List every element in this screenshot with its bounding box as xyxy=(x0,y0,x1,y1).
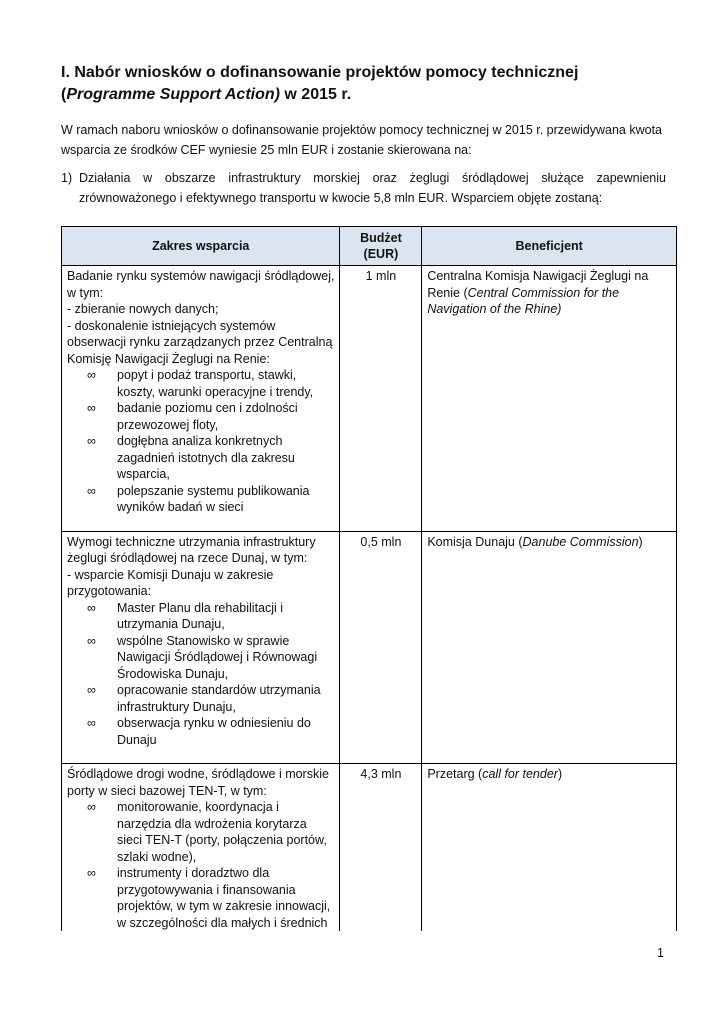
budget-cell: 1 mln xyxy=(340,266,422,532)
table-header-row xyxy=(62,227,677,266)
infinity-bullet-icon: ∞ xyxy=(87,401,96,415)
header-beneficiary: Beneficjent xyxy=(422,227,677,266)
beneficiary-cell: Komisja Dunaju (Danube Commission) xyxy=(422,531,677,764)
list-item: ∞ polepszanie systemu publikowania wyników badań w sieci xyxy=(87,483,310,514)
scope-cell xyxy=(62,764,340,932)
scope-cell xyxy=(62,531,340,764)
infinity-bullet-icon: ∞ xyxy=(87,866,96,880)
support-table xyxy=(61,226,677,931)
header-budget: Budżet (EUR) xyxy=(340,227,422,266)
list-item: ∞ Master Planu dla rehabilitacji i utrzymania Dunaju, xyxy=(87,600,284,631)
scope-line: Badanie rynku systemów nawigacji śródlądowej, w tym: xyxy=(67,269,335,300)
list-item: ∞ monitorowanie, koordynacja i narzędzia dla wdrożenia korytarza sieci TEN-T (porty, połączenia portów, szlaki wodne), xyxy=(87,800,327,864)
header-scope: Zakres wsparcia xyxy=(62,227,340,266)
page-number: 1 xyxy=(657,946,664,960)
list-item xyxy=(61,168,666,208)
list-item: ∞ wspólne Stanowisko w sprawie Nawigacji Śródlądowej i Równowagi Środowiska Dunaju, xyxy=(87,633,318,681)
intro-paragraph: W ramach naboru wniosków o dofinansowanie projektów pomocy technicznej w 2015 r. przewidywana kwota wsparcia ze środków CEF wyniesie 25 mln EUR i zostanie skierowana na: xyxy=(61,123,663,157)
list-item: ∞ badanie poziomu cen i zdolności przewozowej floty, xyxy=(87,401,298,432)
table-row xyxy=(62,531,677,764)
list-item: ∞ obserwacja rynku w odniesieniu do Dunaju xyxy=(87,716,311,747)
budget-cell: 4,3 mln xyxy=(340,764,422,932)
scope-line: Wymogi techniczne utrzymania infrastruktury żeglugi śródlądowej na rzece Dunaj, w tym: xyxy=(67,534,316,565)
list-item: ∞ opracowanie standardów utrzymania infrastruktury Dunaju, xyxy=(87,683,321,714)
infinity-bullet-icon: ∞ xyxy=(87,368,96,382)
infinity-bullet-icon: ∞ xyxy=(87,633,96,648)
bullet-list xyxy=(67,799,334,931)
infinity-bullet-icon: ∞ xyxy=(87,600,96,615)
table-row xyxy=(62,764,677,932)
infinity-bullet-icon: ∞ xyxy=(87,716,96,730)
infinity-bullet-icon: ∞ xyxy=(87,434,96,448)
infinity-bullet-icon: ∞ xyxy=(87,483,96,498)
list-item: ∞ instrumenty i doradztwo dla przygotowywania i finansowania projektów, w tym w zakresie innowacji, w szczególności dla małych i średnich xyxy=(87,866,331,930)
scope-line: Śródlądowe drogi wodne, śródlądowe i morskie porty w sieci bazowej TEN-T, w tym: xyxy=(67,767,329,798)
infinity-bullet-icon: ∞ xyxy=(87,683,96,697)
scope-line: - wsparcie Komisji Dunaju w zakresie przygotowania: xyxy=(67,567,274,598)
scope-line: - doskonalenie istniejących systemów obserwacji rynku zarządzanych przez Centralną Komisję Nawigacji Żeglugi na Renie: xyxy=(67,318,333,366)
budget-cell: 0,5 mln xyxy=(340,531,422,764)
beneficiary-cell: Centralna Komisja Nawigacji Żeglugi na Renie (Central Commission for the Navigation of the Rhine) xyxy=(422,266,677,532)
scope-line: - zbieranie nowych danych; xyxy=(67,302,219,316)
scope-cell xyxy=(62,266,340,532)
infinity-bullet-icon: ∞ xyxy=(87,800,96,814)
table-row xyxy=(62,266,677,532)
title-line-1: I. Nabór wniosków o dofinansowanie projektów pomocy technicznej xyxy=(61,64,579,81)
title-line-2: (Programme Support Action) w 2015 r. xyxy=(61,86,352,103)
beneficiary-cell: Przetarg (call for tender) xyxy=(422,764,677,932)
list-item: ∞ popyt i podaż transportu, stawki, koszty, warunki operacyjne i trendy, xyxy=(87,368,314,399)
list-text: Działania w obszarze infrastruktury morskiej oraz żeglugi śródlądowej służące zapewnieniu zrównoważonego i efektywnego transportu w kwocie 5,8 mln EUR. Wsparciem objęte zostaną: xyxy=(79,171,666,205)
page-title xyxy=(61,62,681,106)
bullet-list xyxy=(67,367,334,516)
list-item: ∞ dogłębna analiza konkretnych zagadnień istotnych dla zakresu wsparcia, xyxy=(87,434,295,481)
list-number: 1) xyxy=(61,171,73,185)
bullet-list xyxy=(67,600,334,749)
